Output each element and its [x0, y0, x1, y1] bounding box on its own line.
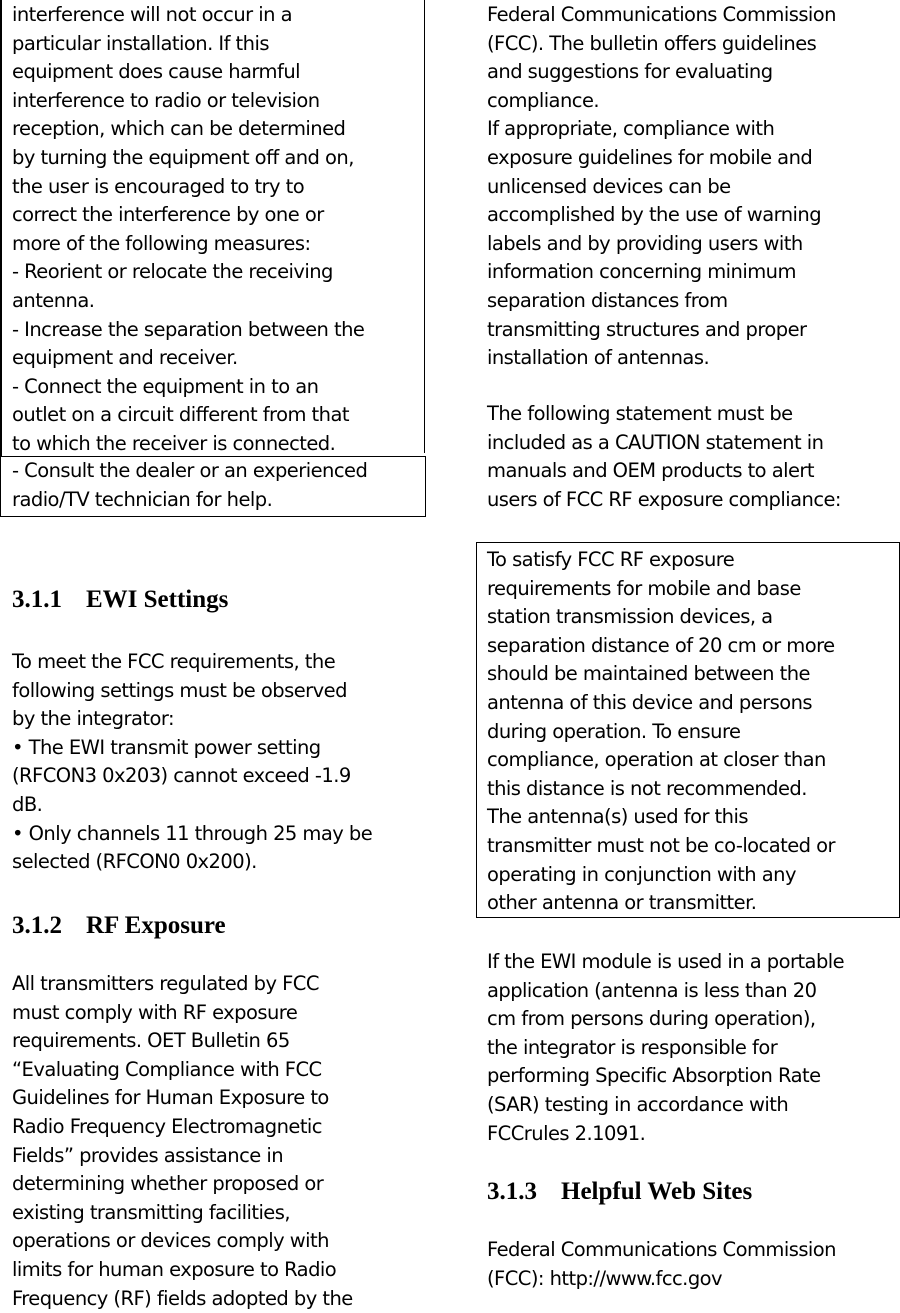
rf-exposure-text — [12, 970, 353, 1313]
text-line: should be maintained between the — [487, 662, 810, 686]
text-line: by the integrator: — [12, 707, 175, 731]
section-heading-3-1-3 — [487, 1177, 752, 1207]
text-line: cm from persons during operation), — [487, 1007, 816, 1031]
text-line: The following statement must be — [487, 402, 793, 425]
section-number: 3.1.3 — [487, 1178, 537, 1205]
text-line: (FCC). The bulletin offers guidelines — [487, 31, 817, 55]
text-line: - Connect the equipment in to an — [12, 374, 319, 398]
text-line: operating in conjunction with any — [487, 862, 796, 886]
caution-statement-intro — [487, 400, 841, 514]
text-line: dB. — [12, 792, 43, 816]
text-line: - Consult the dealer or an experienced — [12, 459, 368, 482]
text-line: The antenna(s) used for this — [487, 805, 748, 829]
text-line: the user is encouraged to try to — [12, 174, 305, 198]
text-line: Frequency (RF) fields adopted by the — [12, 1286, 353, 1310]
text-line: FCCrules 2.1091. — [487, 1121, 646, 1145]
caution-box-text — [487, 546, 835, 918]
text-line: - Reorient or relocate the receiving — [12, 260, 333, 284]
text-line: correct the interference by one or — [12, 203, 324, 227]
text-line: and suggestions for evaluating — [487, 60, 773, 84]
section-number: 3.1.1 — [12, 586, 62, 613]
text-line: information concerning minimum — [487, 260, 796, 284]
section-title: EWI Settings — [86, 586, 229, 613]
text-line: If appropriate, compliance with — [487, 117, 775, 141]
text-line: more of the following measures: — [12, 231, 311, 255]
text-line: equipment and receiver. — [12, 346, 238, 370]
text-line: radio/TV technician for help. — [12, 487, 273, 511]
text-line: requirements. OET Bulletin 65 — [12, 1029, 290, 1053]
text-line: (SAR) testing in accordance with — [487, 1092, 789, 1116]
text-line: transmitting structures and proper — [487, 317, 807, 341]
interference-text-continued — [12, 457, 367, 514]
text-line: limits for human exposure to Radio — [12, 1257, 337, 1281]
text-line: reception, which can be determined — [12, 117, 346, 141]
text-line: this distance is not recommended. — [487, 776, 807, 800]
section-heading-3-1-2 — [12, 911, 226, 941]
text-line: If the EWI module is used in a portable — [487, 950, 845, 973]
text-line: separation distances from — [487, 288, 728, 312]
text-line: antenna. — [12, 288, 95, 312]
text-line: included as a CAUTION statement in — [487, 430, 824, 454]
text-line: exposure guidelines for mobile and — [487, 145, 813, 169]
section-number: 3.1.2 — [12, 912, 62, 939]
text-line: antenna of this device and persons — [487, 690, 813, 714]
text-line: to which the receiver is connected. — [12, 431, 336, 455]
text-line: accomplished by the use of warning — [487, 203, 822, 227]
text-line: Radio Frequency Electromagnetic — [12, 1114, 322, 1138]
text-line: particular installation. If this — [12, 31, 269, 55]
interference-text — [12, 1, 364, 459]
text-line: All transmitters regulated by FCC — [12, 972, 319, 995]
section-heading-3-1-1 — [12, 585, 228, 615]
text-line: other antenna or transmitter. — [487, 891, 757, 915]
text-line: application (antenna is less than 20 — [487, 978, 817, 1002]
text-line: during operation. To ensure — [487, 719, 741, 743]
text-line: installation of antennas. — [487, 346, 710, 370]
text-line: operations or devices comply with — [12, 1229, 329, 1253]
helpful-web-sites-text — [487, 1236, 836, 1293]
bulletin-continuation-text — [487, 1, 836, 373]
text-line: Federal Communications Commission — [487, 1238, 836, 1261]
text-line: performing Specific Absorption Rate — [487, 1064, 821, 1088]
text-line: interference will not occur in a — [12, 3, 292, 26]
text-line: selected (RFCON0 0x200). — [12, 850, 257, 874]
text-line: following settings must be observed — [12, 678, 347, 702]
portable-application-text — [487, 948, 844, 1148]
text-line: To meet the FCC requirements, the — [12, 650, 336, 673]
text-line: unlicensed devices can be — [487, 174, 731, 198]
text-line: Guidelines for Human Exposure to — [12, 1086, 329, 1110]
text-line: determining whether proposed or — [12, 1172, 324, 1196]
text-line: separation distance of 20 cm or more — [487, 633, 835, 657]
section-title: Helpful Web Sites — [561, 1178, 753, 1205]
text-line: existing transmitting facilities, — [12, 1200, 291, 1224]
text-line: users of FCC RF exposure compliance: — [487, 487, 841, 511]
text-line: the integrator is responsible for — [487, 1035, 778, 1059]
text-line: requirements for mobile and base — [487, 576, 801, 600]
text-line: - Increase the separation between the — [12, 317, 365, 341]
text-line: outlet on a circuit different from that — [12, 403, 349, 427]
text-line: by turning the equipment off and on, — [12, 145, 354, 169]
text-line: To satisfy FCC RF exposure — [487, 548, 735, 571]
text-line: interference to radio or television — [12, 88, 320, 112]
text-line: labels and by providing users with — [487, 231, 803, 255]
text-line: manuals and OEM products to alert — [487, 459, 814, 483]
text-line: station transmission devices, a — [487, 605, 773, 629]
text-line: equipment does cause harmful — [12, 60, 300, 84]
text-line: compliance, operation at closer than — [487, 748, 826, 772]
text-line: • Only channels 11 through 25 may be — [12, 821, 373, 845]
text-line: Federal Communications Commission — [487, 3, 836, 26]
text-line: transmitter must not be co-located or — [487, 833, 835, 857]
text-line: must comply with RF exposure — [12, 1000, 298, 1024]
text-line: Fields” provides assistance in — [12, 1143, 284, 1167]
section-title: RF Exposure — [86, 912, 226, 939]
ewi-settings-text — [12, 648, 372, 877]
text-line: • The EWI transmit power setting — [12, 735, 321, 759]
text-line: “Evaluating Compliance with FCC — [12, 1057, 322, 1081]
text-line: compliance. — [487, 88, 600, 112]
fcc-website-link[interactable]: (FCC): http://www.fcc.gov — [487, 1266, 723, 1290]
text-line: (RFCON3 0x203) cannot exceed -1.9 — [12, 764, 351, 788]
